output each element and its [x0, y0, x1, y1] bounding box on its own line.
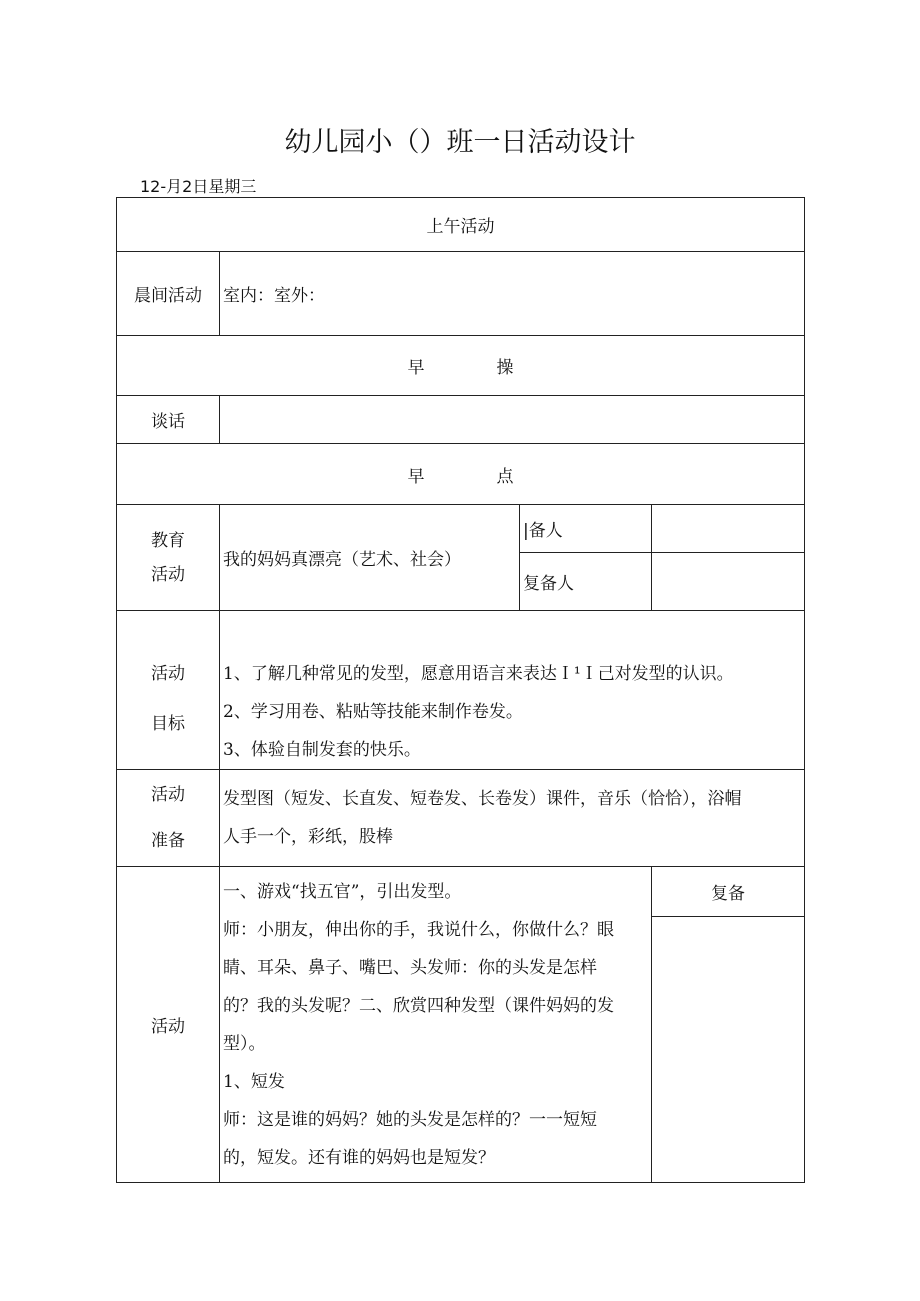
education-label-line-2: 活动	[151, 564, 185, 585]
process-line: 睛、耳朵、鼻子、嘴巴、头发师：你的头发是怎样	[223, 958, 597, 978]
preparation-row	[117, 770, 805, 867]
goal-item: 2、学习用卷、粘贴等技能来制作卷发。	[223, 702, 523, 722]
process-line: 型）。	[223, 1034, 266, 1054]
preparation-line: 发型图（短发、长直发、短卷发、长卷发）课件，音乐（恰恰），浴帽	[223, 789, 742, 809]
goals-content	[220, 611, 805, 770]
process-line: 师：这是谁的妈妈？她的头发是怎样的？一一短短	[223, 1110, 597, 1130]
exercise-cell	[117, 336, 805, 396]
review-person-value	[652, 553, 805, 611]
document-title: 幼儿园小（）班一日活动设计	[284, 127, 636, 158]
review-header: 复备	[652, 867, 805, 917]
exercise-row	[117, 336, 805, 396]
exercise-char-2: 操	[496, 358, 514, 378]
snack-cell	[117, 444, 805, 505]
process-line: 一、游戏“找五官”，引出发型。	[223, 882, 462, 902]
date-line: 12-月2日星期三	[140, 177, 257, 196]
education-label	[117, 505, 220, 611]
goals-label-line-1: 活动	[151, 664, 185, 684]
review-person-label: 复备人	[520, 553, 652, 611]
prep-person-label: |备人	[520, 505, 652, 553]
snack-row	[117, 444, 805, 505]
goals-row	[117, 611, 805, 770]
morning-header: 上午活动	[117, 198, 805, 252]
preparation-label-line-1: 活动	[151, 785, 185, 805]
goal-item: 3、体验自制发套的快乐。	[223, 740, 421, 760]
education-label-line-1: 教育	[151, 530, 185, 551]
morning-activity-content: 室内：室外：	[220, 252, 805, 336]
talk-row	[117, 396, 805, 444]
snack-char-2: 点	[496, 466, 514, 487]
preparation-content	[220, 770, 805, 867]
process-label: 活动	[117, 867, 220, 1183]
morning-header-row	[117, 198, 805, 252]
education-content: 我的妈妈真漂亮（艺术、社会）	[220, 505, 520, 611]
process-line: 的，短发。还有谁的妈妈也是短发？	[223, 1148, 495, 1168]
preparation-label-line-2: 准备	[151, 831, 185, 851]
goal-item: 1、了解几种常见的发型，愿意用语言来表达Ｉ¹Ｉ己对发型的认识。	[223, 664, 734, 684]
education-row-1	[117, 505, 805, 553]
preparation-line: 人手一个，彩纸，股棒	[223, 827, 393, 847]
snack-char-1: 早	[407, 466, 425, 487]
process-line: 的？我的头发呢？二、欣赏四种发型（课件妈妈的发	[223, 996, 614, 1016]
morning-activity-label: 晨间活动	[117, 252, 220, 336]
process-row-1	[117, 867, 805, 917]
goals-label	[117, 611, 220, 770]
goals-label-line-2: 目标	[151, 714, 185, 734]
exercise-char-1: 早	[407, 358, 425, 378]
process-content	[220, 867, 652, 1183]
talk-label: 谈话	[117, 396, 220, 444]
review-notes-cell	[652, 917, 805, 1183]
talk-content	[220, 396, 805, 444]
morning-activity-row	[117, 252, 805, 336]
preparation-label	[117, 770, 220, 867]
process-line: 1、短发	[223, 1072, 285, 1092]
activity-table	[116, 197, 805, 1183]
prep-person-value	[652, 505, 805, 553]
process-line: 师：小朋友，伸出你的手，我说什么，你做什么？眼	[223, 920, 614, 940]
